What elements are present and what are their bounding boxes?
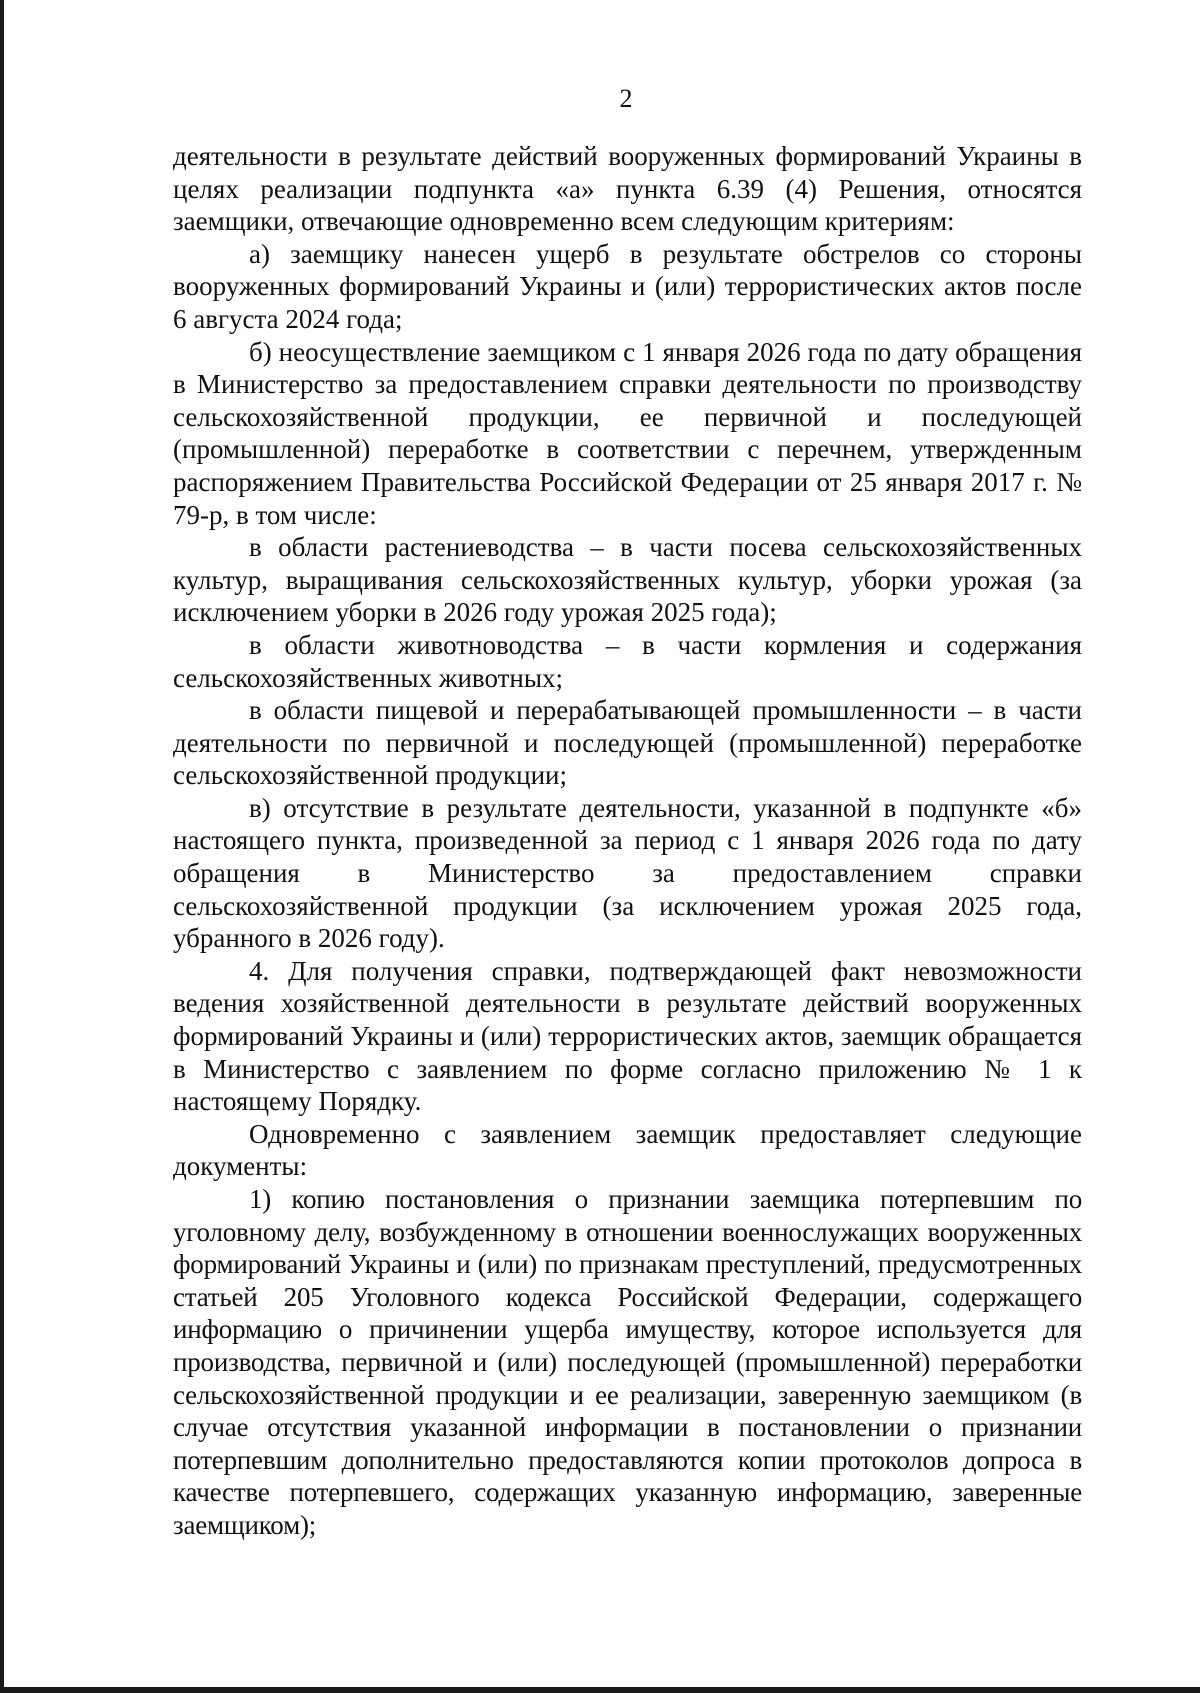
- paragraph-crop-farming: в области растениеводства – в части посева сельскохозяйственных культур, выращивания сельскохозяйственных культур, уборки урожая (за исключением уборки в 2026 году урожая 2025 года);: [173, 532, 1082, 628]
- page-number: 2: [619, 84, 633, 113]
- paragraph-criterion-v: в) отсутствие в результате деятельности, указанной в подпункте «б» настоящего пункта, произведенной за период с 1 января 2026 года по дату обращения в Министерство за предоставлением справки сельскохозяйственной продукции (за исключением урожая 2025 года, убранного в 2026 году).: [173, 792, 1082, 954]
- paragraph-item-4: 4. Для получения справки, подтверждающей факт невозможности ведения хозяйственной деятельности в результате действий вооруженных формирований Украины и (или) террористических актов, заемщик обращается в Министерство с заявлением по форме согласно приложению № 1 к настоящему Порядку.: [173, 955, 1082, 1117]
- scan-border-left: [0, 0, 4, 1693]
- paragraph-criterion-a: а) заемщику нанесен ущерб в результате обстрелов со стороны вооруженных формирований Украины и (или) террористических актов после 6 августа 2024 года;: [173, 238, 1082, 334]
- paragraph-livestock: в области животноводства – в части кормления и содержания сельскохозяйственных животных;: [173, 629, 1082, 693]
- document-body: [173, 140, 1082, 1542]
- paragraph-document-1: 1) копию постановления о признании заемщика потерпевшим по уголовному делу, возбужденному в отношении военнослужащих вооруженных формирований Украины и (или) по признакам преступлений, предусмотренных статьей 205 Уголовного кодекса Российской Федерации, содержащего информацию о причинении ущерба имуществу, которое используется для производства, первичной и (или) последующей (промышленной) переработки сельскохозяйственной продукции и ее реализации, заверенную заемщиком (в случае отсутствия указанной информации в постановлении о признании потерпевшим дополнительно предоставляются копии протоколов допроса в качестве потерпевшего, содержащих указанную информацию, заверенные заемщиком);: [173, 1184, 1082, 1540]
- paragraph-continuation: деятельности в результате действий вооруженных формирований Украины в целях реализации подпункта «а» пункта 6.39 (4) Решения, относятся заемщики, отвечающие одновременно всем следующим критериям:: [173, 141, 1082, 237]
- paragraph-food-processing: в области пищевой и перерабатывающей промышленности – в части деятельности по первичной и последующей (промышленной) переработке сельскохозяйственной продукции;: [173, 695, 1082, 791]
- paragraph-criterion-b: б) неосуществление заемщиком с 1 января 2026 года по дату обращения в Министерство за предоставлением справки деятельности по производству сельскохозяйственной продукции, ее первичной и последующей (промышленной) переработке в соответствии с перечнем, утвержденным распоряжением Правительства Российской Федерации от 25 января 2017 г. № 79-р, в том числе:: [173, 336, 1082, 530]
- scan-border-bottom: [0, 1687, 1200, 1693]
- paragraph-documents-intro: Одновременно с заявлением заемщик предоставляет следующие документы:: [173, 1118, 1082, 1182]
